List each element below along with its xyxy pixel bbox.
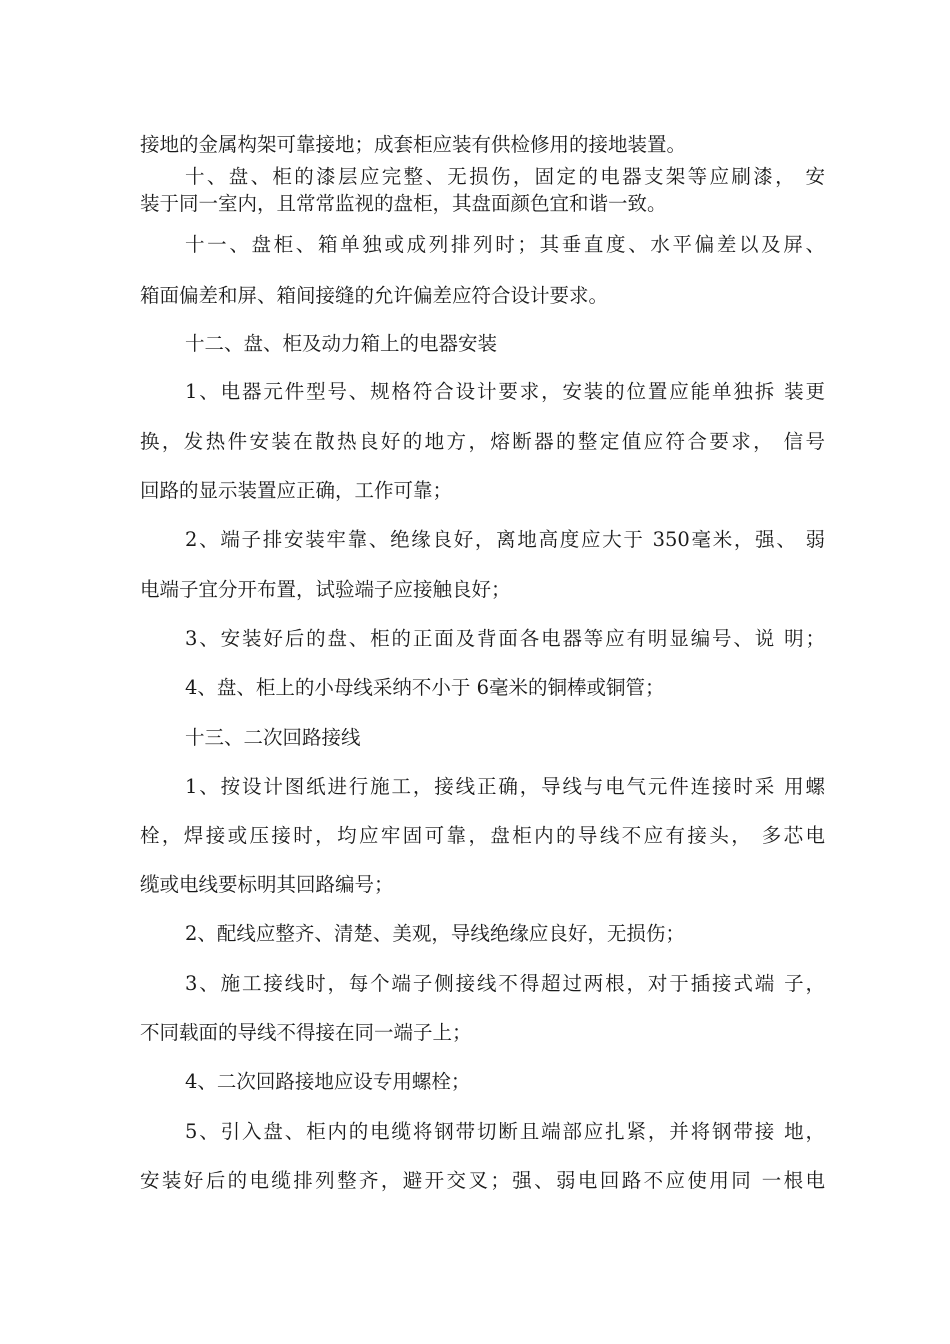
text-line-23: 安装好后的电缆排列整齐，避开交叉；强、弱电回路不应使用同 一根电 <box>140 1169 825 1192</box>
text-line-5: 箱面偏差和屏、箱间接缝的允许偏差应符合设计要求。 <box>140 284 609 307</box>
text-line-2: 十、盘、柜的漆层应完整、无损伤，固定的电器支架等应刷漆， 安 <box>185 165 825 188</box>
text-line-17: 缆或电线要标明其回路编号； <box>140 873 394 896</box>
text-line-15: 1、按设计图纸进行施工，接线正确，导线与电气元件连接时采 用螺 <box>185 775 825 798</box>
text-line-12: 3、安装好后的盘、柜的正面及背面各电器等应有明显编号、说 明； <box>185 627 825 650</box>
text-line-9: 回路的显示装置应正确，工作可靠； <box>140 479 453 502</box>
text-line-10: 2、端子排安装牢靠、绝缘良好，离地高度应大于 350毫米，强、 弱 <box>185 528 825 551</box>
text-line-22: 5、引入盘、柜内的电缆将钢带切断且端部应扎紧，并将钢带接 地， <box>185 1120 825 1143</box>
text-line-6: 十二、盘、柜及动力箱上的电器安装 <box>185 332 498 355</box>
text-line-18: 2、配线应整齐、清楚、美观，导线绝缘应良好，无损伤； <box>185 922 685 945</box>
text-line-20: 不同载面的导线不得接在同一端子上； <box>140 1021 472 1044</box>
text-line-3: 装于同一室内，且常常监视的盘柜，其盘面颜色宜和谐一致。 <box>140 192 667 215</box>
text-line-16: 栓，焊接或压接时，均应牢固可靠，盘柜内的导线不应有接头， 多芯电 <box>140 824 825 847</box>
text-line-7: 1、电器元件型号、规格符合设计要求，安装的位置应能单独拆 装更 <box>185 380 825 403</box>
text-line-19: 3、施工接线时，每个端子侧接线不得超过两根，对于插接式端 子， <box>185 972 825 995</box>
text-line-11: 电端子宜分开布置，试验端子应接触良好； <box>140 578 511 601</box>
text-line-8: 换，发热件安装在散热良好的地方，熔断器的整定值应符合要求， 信号 <box>140 430 825 453</box>
text-line-13: 4、盘、柜上的小母线采纳不小于 6毫米的铜棒或铜管； <box>185 676 665 699</box>
text-line-4: 十一、盘柜、箱单独或成列排列时；其垂直度、水平偏差以及屏、 <box>185 233 825 256</box>
text-line-1: 接地的金属构架可靠接地；成套柜应装有供检修用的接地装置。 <box>140 133 687 156</box>
text-line-21: 4、二次回路接地应设专用螺栓； <box>185 1070 471 1093</box>
text-line-14: 十三、二次回路接线 <box>185 726 361 749</box>
